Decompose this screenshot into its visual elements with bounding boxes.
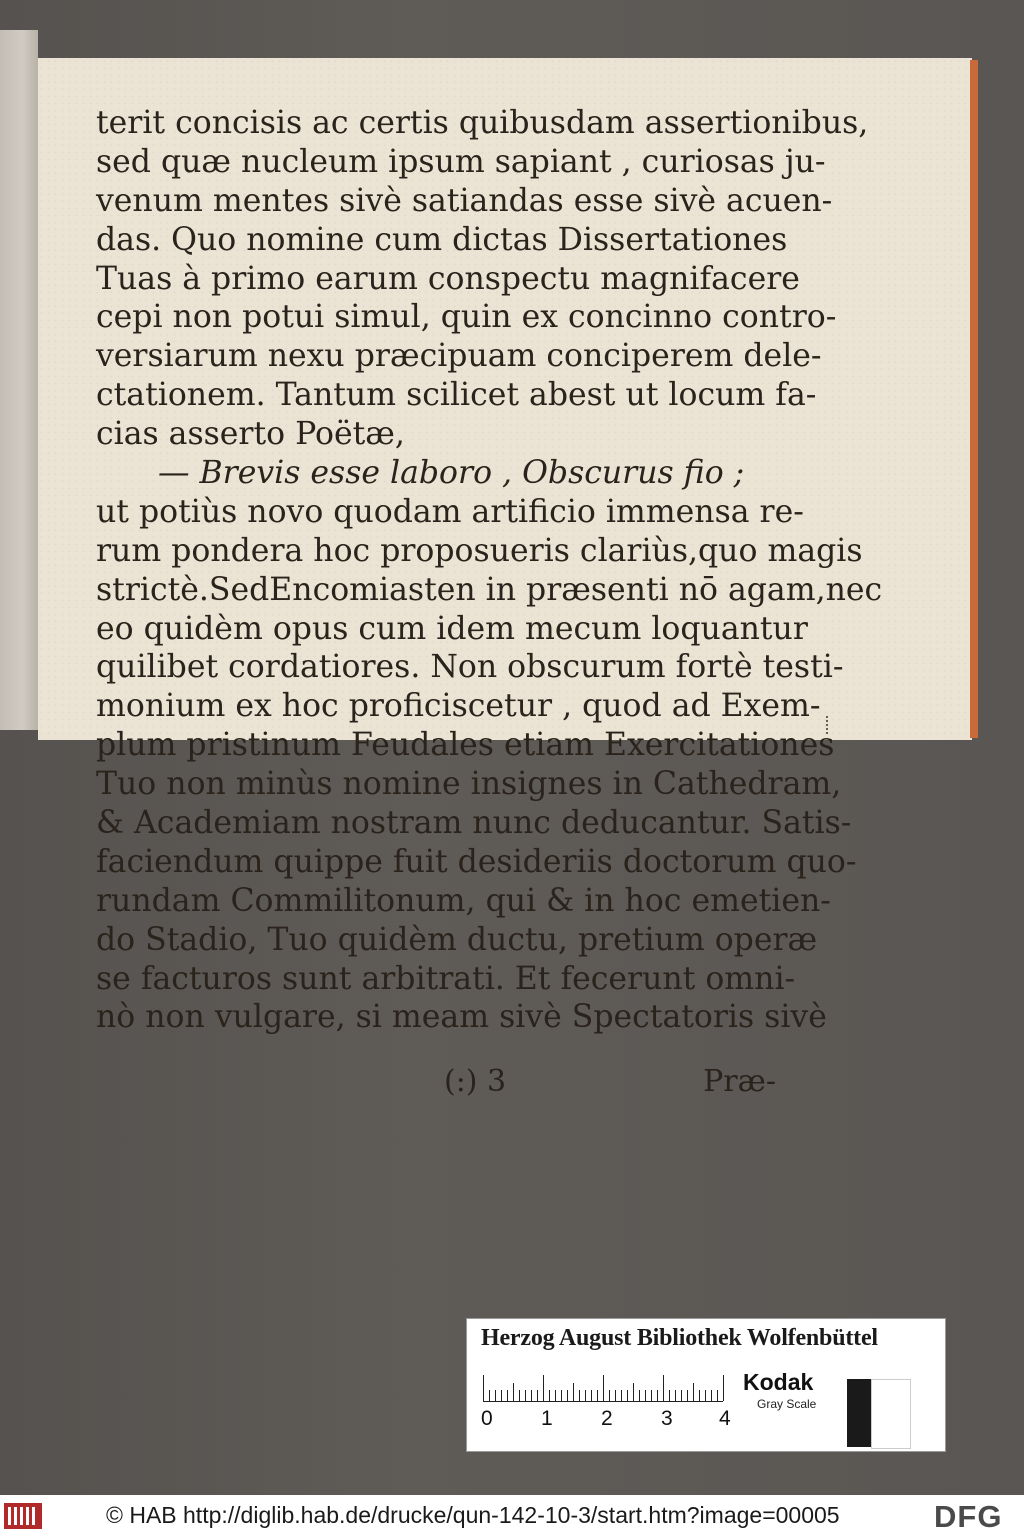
hab-logo-icon (4, 1503, 42, 1529)
ruler-tick (705, 1390, 706, 1401)
ruler-numbers (477, 1407, 737, 1435)
text-line: ctationem. Tantum scilicet abest ut locum fa- (96, 377, 817, 414)
ruler-tick (507, 1390, 508, 1401)
ruler-tick (537, 1390, 538, 1401)
text-line: versiarum nexu præcipuam conciperem dele- (96, 338, 822, 375)
viewer-footer (0, 1495, 1024, 1537)
text-line: rum pondera hoc proposueris clariùs,quo magis (96, 532, 863, 569)
ruler-tick (651, 1390, 652, 1401)
ruler-tick (717, 1390, 718, 1401)
ruler-number: 3 (661, 1407, 673, 1430)
ruler-tick (609, 1390, 610, 1401)
ruler-tick (501, 1390, 502, 1401)
text-line: venum mentes sivè satiandas esse sivè acuen- (96, 182, 833, 219)
text-line: eo quidèm opus cum idem mecum loquantur (96, 610, 808, 647)
text-line: se facturos sunt arbitrati. Et fecerunt omni- (96, 960, 796, 997)
text-line: Tuo non minùs nomine insignes in Cathedram, (96, 766, 842, 803)
dfg-logo: DFG (934, 1499, 1003, 1534)
ruler-tick (663, 1375, 664, 1401)
text-line: cepi non potui simul, quin ex concinno contro- (96, 299, 837, 336)
ruler-tick (633, 1383, 634, 1401)
source-link[interactable]: © HAB http://diglib.hab.de/drucke/qun-142-10-3/start.htm?image=00005 (106, 1502, 840, 1528)
ruler-tick (627, 1390, 628, 1401)
ruler-tick (489, 1390, 490, 1401)
ruler-tick (543, 1375, 544, 1401)
text-line: ut potiùs novo quodam artificio immensa re- (96, 493, 804, 530)
ruler-tick (531, 1390, 532, 1401)
text-line: & Academiam nostram nunc deducantur. Satis- (96, 805, 852, 842)
ruler-number: 2 (601, 1407, 613, 1430)
ruler-tick (585, 1390, 586, 1401)
text-line: Tuas à primo earum conspectu magnifacere (96, 260, 800, 297)
ruler-tick (483, 1375, 484, 1401)
ruler-tick (621, 1390, 622, 1401)
text-line: sed quæ nucleum ipsum sapiant , curiosas ju- (96, 143, 826, 180)
page-text (96, 104, 883, 1037)
ruler-tick (639, 1390, 640, 1401)
ruler-number: 1 (541, 1407, 553, 1430)
kodak-logo: Kodak (743, 1369, 814, 1395)
ruler-tick (645, 1390, 646, 1401)
ruler-tick (687, 1390, 688, 1401)
signature-mark: (:) 3 (444, 1064, 507, 1099)
ruler-tick (525, 1390, 526, 1401)
text-line: terit concisis ac certis quibusdam assertionibus, (96, 105, 869, 141)
ruler-tick (693, 1383, 694, 1401)
ruler-tick (561, 1390, 562, 1401)
text-line: quilibet cordatiores. Non obscurum fortè testi- (96, 649, 844, 686)
page-fore-edge (970, 60, 978, 738)
ruler-tick (681, 1390, 682, 1401)
black-patch (847, 1379, 871, 1447)
ruler-number: 4 (719, 1407, 731, 1430)
ruler-number: 0 (481, 1407, 493, 1430)
page-footer-line (96, 1064, 776, 1104)
text-line: das. Quo nomine cum dictas Dissertationes (96, 221, 788, 258)
text-line: cias asserto Poëtæ, (96, 416, 405, 453)
white-patch (871, 1379, 911, 1449)
ruler-tick (519, 1390, 520, 1401)
ruler-tick (591, 1390, 592, 1401)
ruler-tick (615, 1390, 616, 1401)
ruler-tick (513, 1383, 514, 1401)
ruler-tick (549, 1390, 550, 1401)
text-line: faciendum quippe fuit desideriis doctorum quo- (96, 843, 857, 880)
ruler-tick (567, 1390, 568, 1401)
library-name: Herzog August Bibliothek Wolfenbüttel (481, 1325, 878, 1351)
text-line: plum pristinum Feudales etiam Exercitationes (96, 727, 835, 764)
ruler-tick (573, 1383, 574, 1401)
ruler-tick (495, 1390, 496, 1401)
text-line: do Stadio, Tuo quidèm ductu, pretium operæ (96, 921, 818, 958)
ruler (483, 1373, 723, 1402)
facing-page-edge (0, 30, 38, 730)
ruler-tick (555, 1390, 556, 1401)
ruler-tick (699, 1390, 700, 1401)
gray-scale-label: Gray Scale (757, 1397, 817, 1411)
text-line: nò non vulgare, si meam sivè Spectatoris sivè (96, 999, 827, 1036)
verse-quote: — Brevis esse laboro , Obscurus fio ; (158, 455, 745, 492)
text-line: strictè.SedEncomiasten in præsenti nō agam,nec (96, 571, 883, 608)
text-line: monium ex hoc proficiscetur , quod ad Exem- (96, 688, 821, 725)
ruler-tick (669, 1390, 670, 1401)
text-line: rundam Commilitonum, qui & in hoc emetien- (96, 882, 831, 919)
ruler-tick (723, 1375, 724, 1401)
ruler-tick (657, 1390, 658, 1401)
ruler-tick (711, 1390, 712, 1401)
color-target-card (466, 1318, 946, 1452)
catchword: Præ- (703, 1064, 776, 1099)
ruler-tick (597, 1390, 598, 1401)
ruler-tick (579, 1390, 580, 1401)
ruler-tick (675, 1390, 676, 1401)
ruler-tick (603, 1375, 604, 1401)
